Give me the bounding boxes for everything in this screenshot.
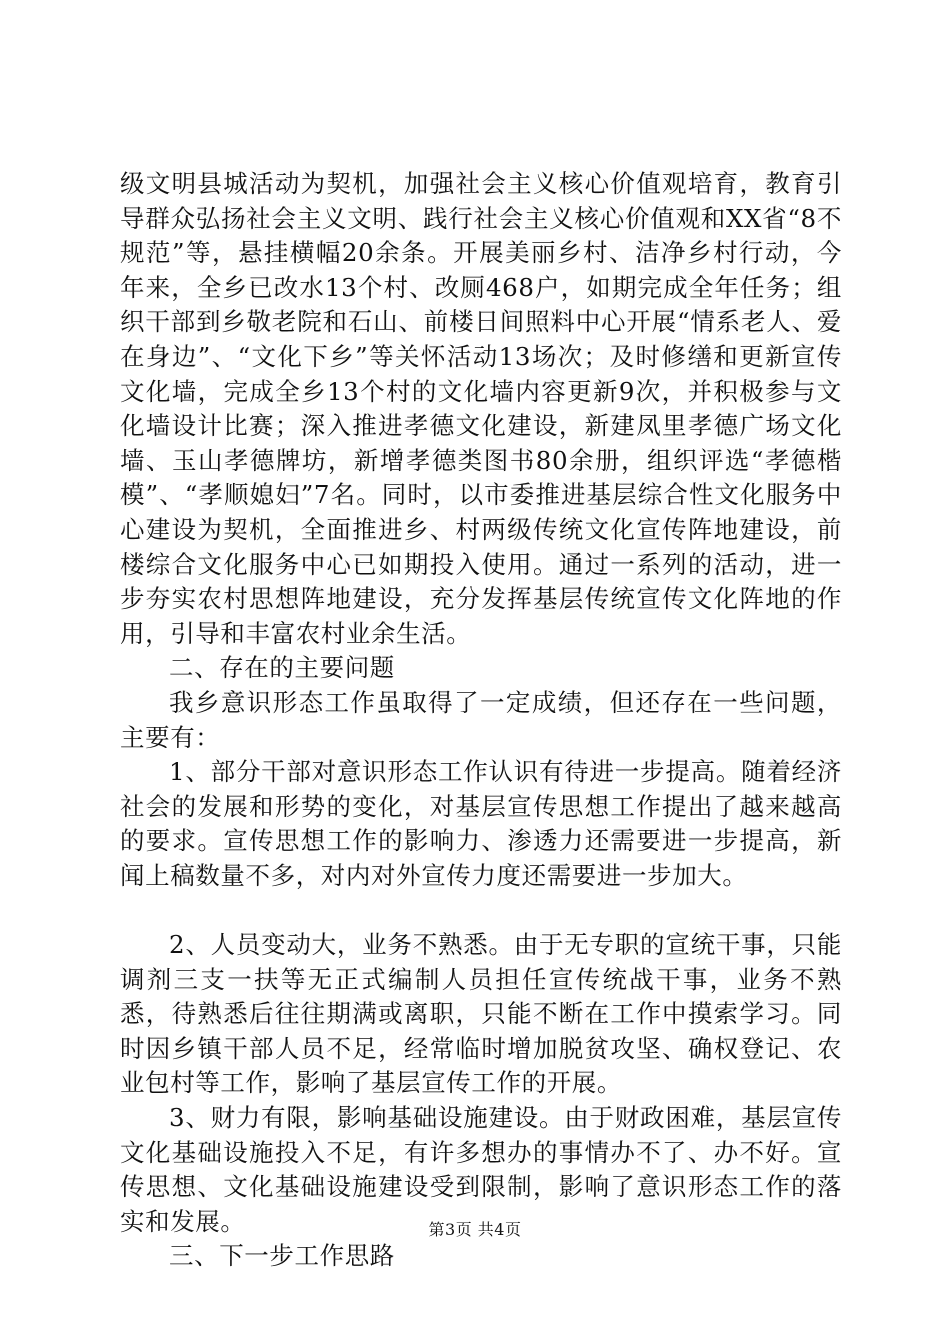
paragraph-continuation: 级文明县城活动为契机，加强社会主义核心价值观培育，教育引导群众弘扬社会主义文明、践行社会主义核心价值观和XX省“8不规范”等，悬挂横幅20余条。开展美丽乡村、洁净乡村行动，今年来，全乡已改水13个村、改厕468户，如期完成全年任务；组织干部到乡敬老院和石山、前楼日间照料中心开展“情系老人、爱在身边”、“文化下乡”等关怀活动13场次；及时修缮和更新宣传文化墙，完成全乡13个村的文化墙内容更新9次，并积极参与文化墙设计比赛；深入推进孝德文化建设，新建凤里孝德广场文化墙、玉山孝德牌坊，新增孝德类图书80余册，组织评选“孝德楷模”、“孝顺媳妇”7名。同时，以市委推进基层综合性文化服务中心建设为契机，全面推进乡、村两级传统文化宣传阵地建设，前楼综合文化服务中心已如期投入使用。通过一系列的活动，进一步夯实农村思想阵地建设，充分发挥基层传统宣传文化阵地的作用，引导和丰富农村业余生活。	[120, 169, 842, 648]
paragraph-problems-intro: 我乡意识形态工作虽取得了一定成绩，但还存在一些问题，主要有：	[120, 687, 842, 752]
section-heading-next-steps: 三、下一步工作思路	[169, 1241, 395, 1271]
blank-line	[120, 893, 842, 928]
page-number-footer: 第3页 共4页	[428, 1220, 522, 1239]
document-body	[120, 167, 842, 1274]
section-heading-problems: 二、存在的主要问题	[169, 653, 395, 683]
paragraph-problem-3: 3、财力有限，影响基础设施建设。由于财政困难，基层宣传文化基础设施投入不足，有许多想办的事情办不了、办不好。宣传思想、文化基础设施建设受到限制，影响了意识形态工作的落实和发展。	[120, 1103, 842, 1236]
paragraph-problem-2: 2、人员变动大，业务不熟悉。由于无专职的宣统干事，只能调剂三支一扶等无正式编制人员担任宣传统战干事，业务不熟悉，待熟悉后往往期满或离职，只能不断在工作中摸索学习。同时因乡镇干部人员不足，经常临时增加脱贫攻坚、确权登记、农业包村等工作，影响了基层宣传工作的开展。	[120, 930, 842, 1098]
paragraph-problem-1: 1、部分干部对意识形态工作认识有待进一步提高。随着经济社会的发展和形势的变化，对基层宣传思想工作提出了越来越高的要求。宣传思想工作的影响力、渗透力还需要进一步提高，新闻上稿数量不多，对内对外宣传力度还需要进一步加大。	[120, 757, 842, 890]
